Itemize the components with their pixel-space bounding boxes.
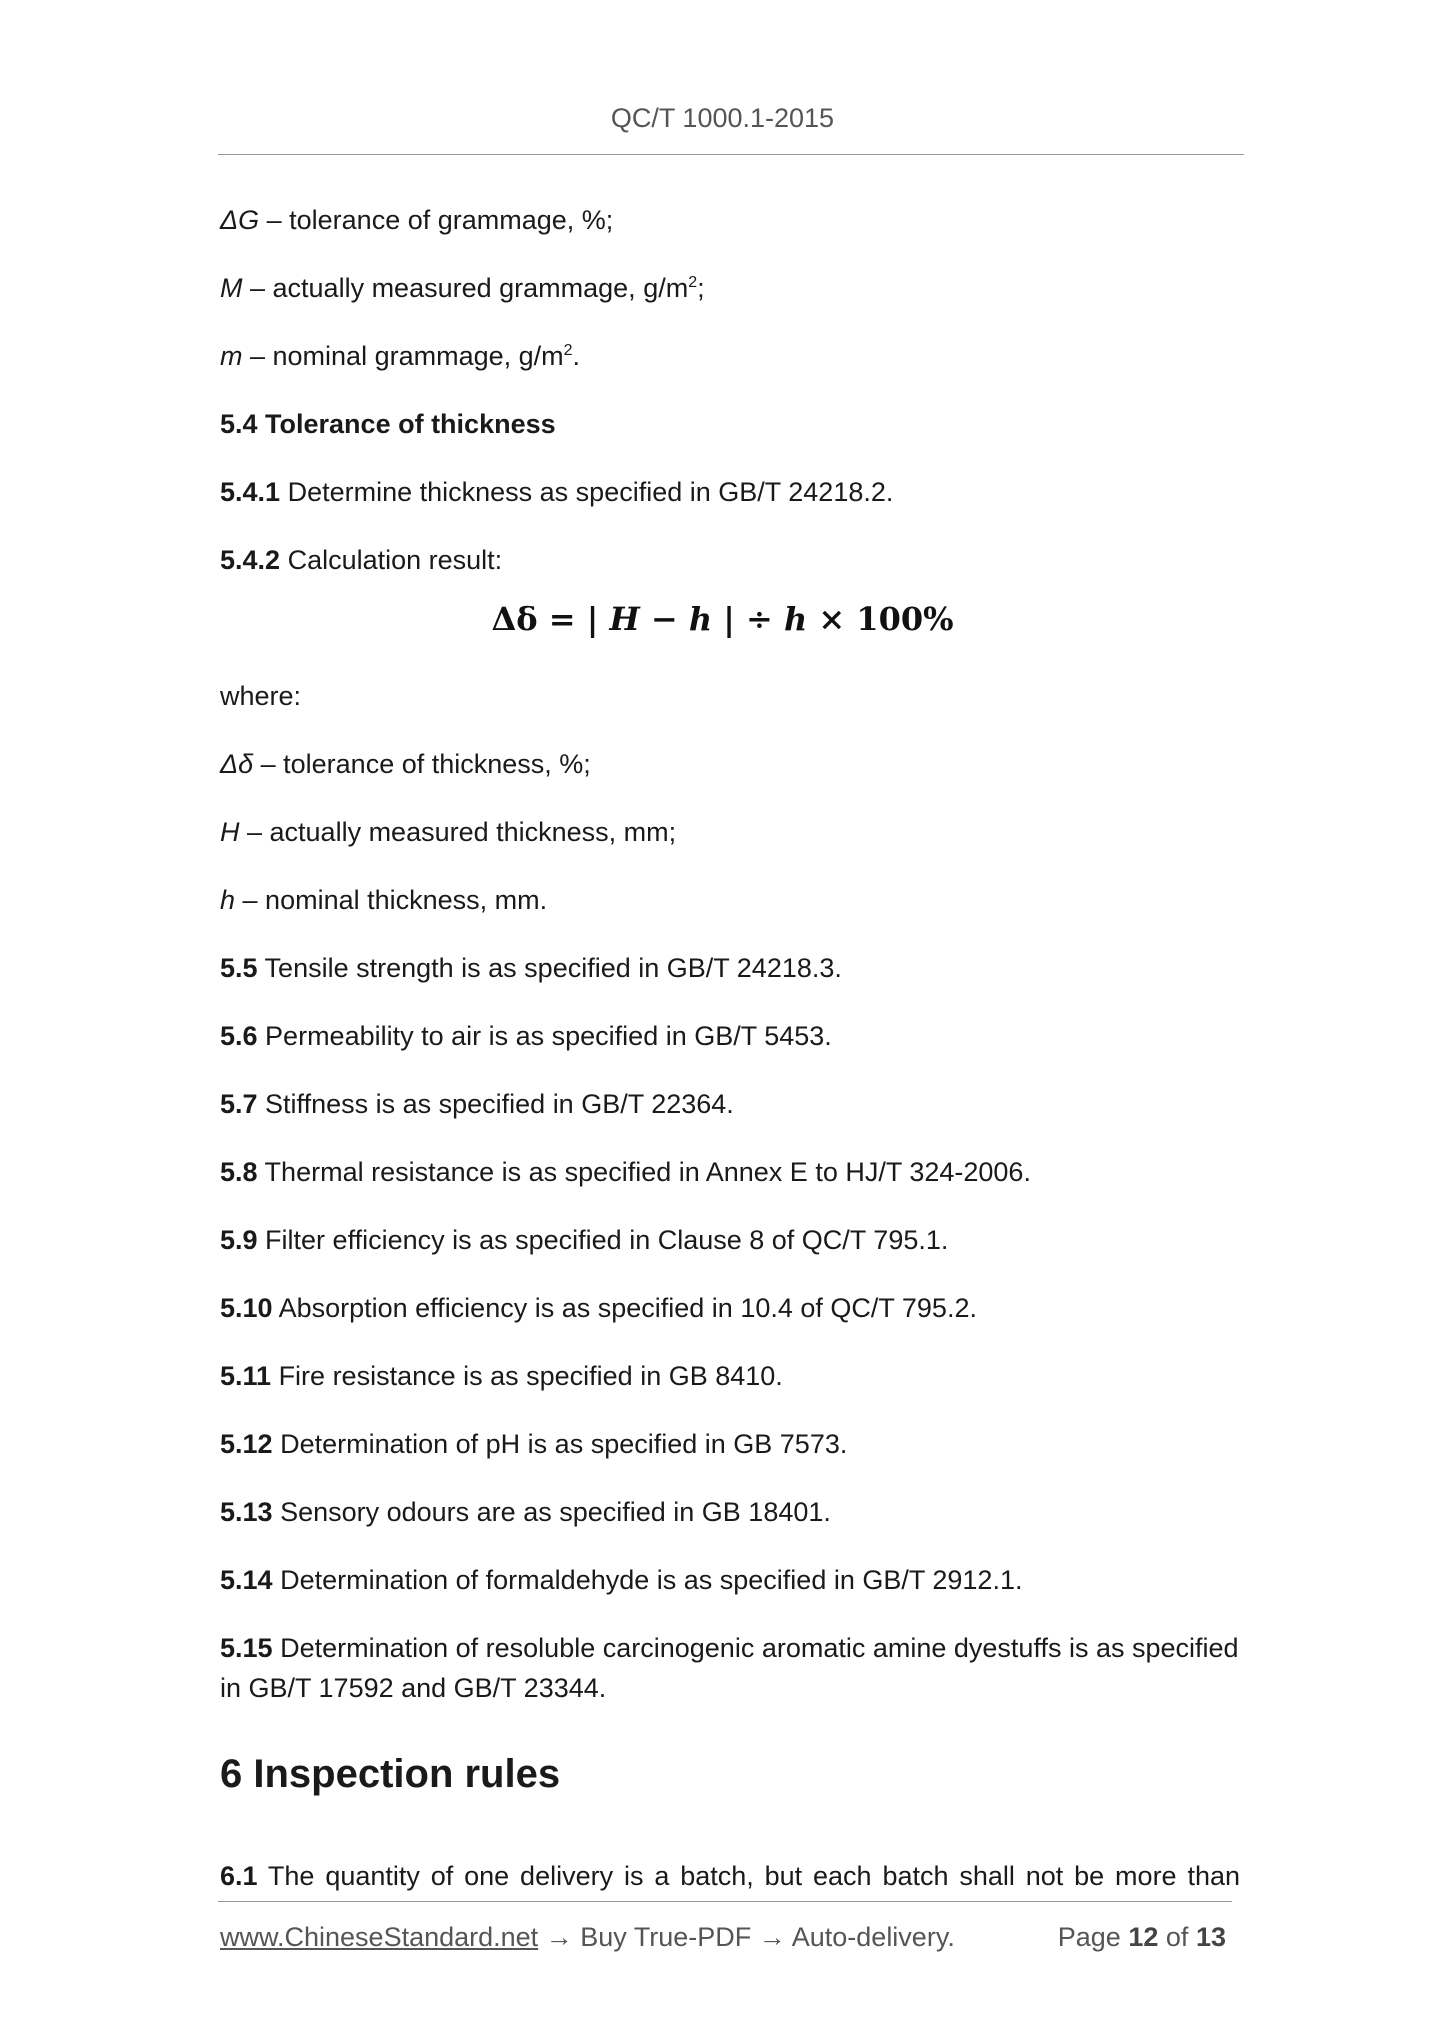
- where-label: where:: [220, 681, 302, 711]
- site-link[interactable]: www.ChineseStandard.net: [220, 1922, 539, 1952]
- clause-5-5: 5.5 Tensile strength is as specified in GB/T 24218.3.: [220, 953, 842, 983]
- clause-5-15-continued: in GB/T 17592 and GB/T 23344.: [220, 1673, 607, 1703]
- clause-number: 5.15: [220, 1633, 273, 1663]
- clause-5-12: 5.12 Determination of pH is as specified in GB 7573.: [220, 1429, 848, 1459]
- header-divider: [218, 154, 1244, 155]
- symbol-delta-g: ΔG: [220, 205, 260, 235]
- clause-5-4-2: 5.4.2 Calculation result:: [220, 545, 503, 575]
- clause-5-10: 5.10 Absorption efficiency is as specified in 10.4 of QC/T 795.2.: [220, 1293, 977, 1323]
- symbol-H: H: [220, 817, 240, 847]
- clause-number: 5.6: [220, 1021, 258, 1051]
- symbol-h: h: [220, 885, 236, 915]
- clause-5-8: 5.8 Thermal resistance is as specified in Annex E to HJ/T 324-2006.: [220, 1157, 1031, 1187]
- clause-5-4-1: 5.4.1 Determine thickness as specified in GB/T 24218.2.: [220, 477, 894, 507]
- clause-number: 5.10: [220, 1293, 273, 1323]
- symbol-m: m: [220, 341, 243, 371]
- definition-delta-g: ΔG – tolerance of grammage, %;: [220, 205, 614, 235]
- clause-number: 6.1: [220, 1861, 258, 1891]
- current-page-number: 12: [1128, 1922, 1159, 1952]
- footer-divider: [218, 1901, 1232, 1902]
- clause-number: 5.14: [220, 1565, 273, 1595]
- clause-number: 5.4.2: [220, 545, 281, 575]
- clause-number: 5.13: [220, 1497, 273, 1527]
- section-heading-6: 6 Inspection rules: [220, 1752, 561, 1796]
- page-header-title: QC/T 1000.1-2015: [610, 103, 835, 133]
- clause-6-1: 6.1 The quantity of one delivery is a batch, but each batch shall not be more than: [220, 1861, 1240, 1891]
- definition-H: H – actually measured thickness, mm;: [220, 817, 677, 847]
- symbol-M: M: [220, 273, 243, 303]
- clause-5-11: 5.11 Fire resistance is as specified in GB 8410.: [220, 1361, 783, 1391]
- clause-number: 5.7: [220, 1089, 258, 1119]
- clause-5-14: 5.14 Determination of formaldehyde is as specified in GB/T 2912.1.: [220, 1565, 1023, 1595]
- clause-number: 5.9: [220, 1225, 258, 1255]
- definition-h: h – nominal thickness, mm.: [220, 885, 548, 915]
- clause-5-7: 5.7 Stiffness is as specified in GB/T 22364.: [220, 1089, 734, 1119]
- thickness-tolerance-formula: Δδ = | H − h | ÷ h × 100%: [491, 600, 954, 638]
- clause-number: 5.8: [220, 1157, 258, 1187]
- clause-5-13: 5.13 Sensory odours are as specified in GB 18401.: [220, 1497, 831, 1527]
- definition-m: m – nominal grammage, $g/m^2$.: [220, 341, 581, 371]
- clause-number: 5.12: [220, 1429, 273, 1459]
- total-page-number: 13: [1195, 1922, 1226, 1952]
- clause-5-9: 5.9 Filter efficiency is as specified in Clause 8 of QC/T 795.1.: [220, 1225, 949, 1255]
- clause-5-6: 5.6 Permeability to air is as specified in GB/T 5453.: [220, 1021, 832, 1051]
- clause-5-15: 5.15 Determination of resoluble carcinogenic aromatic amine dyestuffs is as specified: [220, 1633, 1239, 1663]
- definition-delta-delta: Δδ – tolerance of thickness, %;: [220, 749, 591, 779]
- footer-tagline: → Buy True-PDF → Auto-delivery.: [538, 1922, 955, 1952]
- symbol-delta-delta: Δδ: [220, 749, 254, 779]
- clause-number: 5.11: [220, 1361, 272, 1391]
- subclause-heading-5-4: 5.4 Tolerance of thickness: [220, 409, 556, 439]
- footer-promo: [220, 1922, 955, 1953]
- page-indicator: Page 12 of 13: [1057, 1922, 1226, 1952]
- clause-number: 5.5: [220, 953, 258, 983]
- definition-M: M – actually measured grammage, $g/m^2$;: [220, 273, 705, 303]
- clause-number: 5.4.1: [220, 477, 281, 507]
